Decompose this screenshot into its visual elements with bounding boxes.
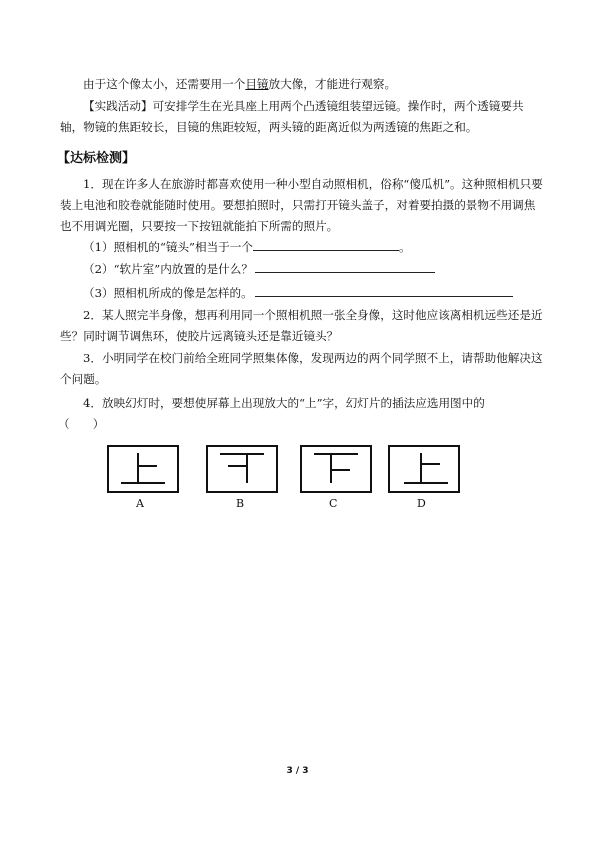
glyph-stroke <box>137 453 139 483</box>
glyph-stroke <box>246 453 248 483</box>
option-label-a: A <box>136 497 144 510</box>
slide-option-c[interactable] <box>300 445 372 493</box>
answer-blank-3[interactable] <box>255 283 513 297</box>
practice-activity-paragraph: 【实践活动】可安排学生在光具座上用两个凸透镜组装望远镜。操作时，两个透镜要共轴，物镜的焦距较长，目镜的焦距较短，两头镜的距离近似为两透镜的焦距之和。 <box>60 99 524 134</box>
question-1-sub-1-text: （1）照相机的“镜头”相当于一个 <box>83 240 253 254</box>
question-1-sub-1 <box>60 237 546 258</box>
question-1-sub-3 <box>60 283 546 304</box>
question-3-text: 3．小明同学在校门前给全班同学照集体像，发现两边的两个同学照不上，请帮助他解决这个问题。 <box>60 351 543 386</box>
intro-paragraph <box>60 74 546 95</box>
answer-blank-2[interactable] <box>255 259 435 273</box>
intro-text-start: 由于这个像太小，还需要用一个 <box>83 77 246 91</box>
slide-option-b[interactable] <box>206 445 278 493</box>
glyph-stroke <box>422 463 440 465</box>
question-1-sub-1-end: 。 <box>398 240 411 254</box>
question-1-sub-3-text: （3）照相机所成的像是怎样的。 <box>83 286 253 300</box>
slide-option-a[interactable] <box>107 445 179 493</box>
glyph-stroke <box>420 453 422 483</box>
question-2-text: 2．某人照完半身像，想再利用同一个照相机照一张全身像，这时他应该离相机远些还是近些？同时调节调焦环，使胶片远离镜头还是靠近镜头？ <box>60 308 543 343</box>
page-number: 3 / 3 <box>286 766 309 776</box>
glyph-stroke <box>121 482 165 484</box>
glyph-stroke <box>404 482 448 484</box>
option-label-c: C <box>329 497 338 510</box>
glyph-stroke <box>228 465 246 467</box>
section-title: 【达标检测】 <box>57 151 136 166</box>
glyph-stroke <box>330 453 332 483</box>
eyepiece-term: 目镜 <box>245 77 269 91</box>
answer-blank-1[interactable] <box>253 237 399 251</box>
question-1-sub-2 <box>60 259 546 280</box>
glyph-stroke <box>139 465 157 467</box>
glyph-stroke <box>220 453 264 455</box>
option-label-b: B <box>236 497 245 510</box>
glyph-stroke <box>314 453 358 455</box>
answer-parentheses: （ ） <box>58 417 105 431</box>
option-label-d: D <box>417 497 426 510</box>
question-1-sub-2-text: （2）“软片室”内放置的是什么？ <box>83 262 253 276</box>
slide-option-d[interactable] <box>388 445 460 493</box>
question-1-text: 1．现在许多人在旅游时都喜欢使用一种小型自动照相机，俗称“傻瓜机”。这种照相机只要装上电池和胶卷就能随时使用。要想拍照时，只需打开镜头盖子，对着要拍摄的景物不用调焦也不用调光圈，只要按一下按钮就能拍下所需的照片。 <box>60 177 543 233</box>
glyph-stroke <box>332 469 350 471</box>
question-4-text: 4．放映幻灯时，要想使屏幕上出现放大的“上”字，幻灯片的插法应选用图中的 <box>83 396 485 410</box>
intro-text-end: 放大像，才能进行观察。 <box>268 77 397 91</box>
